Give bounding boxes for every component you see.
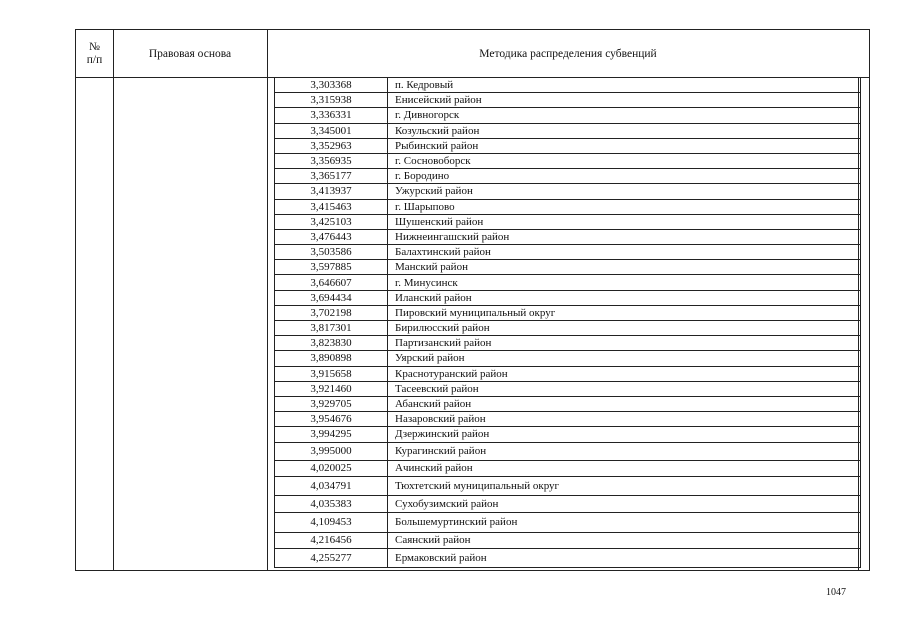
municipality-name: Ермаковский район [395, 551, 487, 564]
table-row [275, 108, 860, 123]
table-row [275, 321, 860, 336]
coefficient-value: 4,255277 [275, 549, 388, 567]
table-row [275, 306, 860, 321]
municipality-name: г. Сосновоборск [395, 155, 471, 168]
coefficient-value: 3,890898 [275, 351, 388, 365]
municipality-name: Курагинский район [395, 445, 487, 457]
coefficient-value: 3,356935 [275, 154, 388, 168]
coefficient-value: 3,336331 [275, 108, 388, 122]
table-row [275, 291, 860, 306]
coefficient-value: 3,646607 [275, 275, 388, 289]
coefficient-value: 3,413937 [275, 184, 388, 198]
coefficient-value: 4,109453 [275, 513, 388, 532]
municipality-name: Дзержинский район [395, 428, 490, 441]
municipality-name: п. Кедровый [395, 79, 454, 92]
coefficient-value: 3,929705 [275, 397, 388, 411]
municipality-name: Сухобузимский район [395, 497, 499, 510]
coefficient-value: 3,994295 [275, 427, 388, 441]
table-row [275, 154, 860, 169]
coefficient-value: 4,216456 [275, 533, 388, 548]
coefficient-value: 3,694434 [275, 291, 388, 305]
municipality-name: Большемуртинский район [395, 516, 518, 528]
table-row [275, 513, 860, 533]
table-row [275, 461, 860, 477]
coefficient-value: 3,954676 [275, 412, 388, 426]
header-number-symbol: № [89, 41, 100, 53]
municipality-name: г. Минусинск [395, 276, 458, 289]
column-divider [113, 30, 114, 570]
municipality-name: Манский район [395, 261, 468, 274]
coefficient-value: 3,415463 [275, 200, 388, 214]
coefficient-value: 4,035383 [275, 496, 388, 512]
header-number-abbrev: п/п [86, 54, 103, 66]
table-row [275, 215, 860, 230]
coefficient-value: 3,915658 [275, 367, 388, 381]
municipality-name: г. Шарыпово [395, 200, 455, 213]
municipality-name: г. Бородино [395, 170, 450, 183]
municipality-name: Нижнеингашский район [395, 230, 510, 243]
coefficient-value: 3,476443 [275, 230, 388, 244]
table-row [275, 184, 860, 199]
municipality-name: Бирилюсский район [395, 322, 490, 335]
municipality-name: Шушенский район [395, 215, 484, 228]
municipality-name: Абанский район [395, 398, 472, 411]
table-row [275, 412, 860, 427]
municipality-name: Партизанский район [395, 337, 492, 350]
coefficient-value: 3,995000 [275, 443, 388, 460]
municipality-name: Тасеевский район [395, 382, 479, 395]
table-row [275, 533, 860, 549]
municipality-name: Краснотуранский район [395, 367, 508, 380]
coefficient-value: 3,921460 [275, 382, 388, 396]
table-row [275, 397, 860, 412]
coefficient-value: 3,315938 [275, 93, 388, 107]
table-row [275, 549, 860, 568]
municipality-name: Балахтинский район [395, 246, 491, 259]
header-methodology: Методика распределения субвенций [479, 47, 657, 60]
coefficient-value: 4,020025 [275, 461, 388, 476]
table-row [275, 93, 860, 108]
coefficient-value: 3,823830 [275, 336, 388, 350]
coefficient-value: 3,702198 [275, 306, 388, 320]
table-row [275, 336, 860, 351]
municipality-name: Тюхтетский муниципальный округ [395, 479, 560, 492]
municipality-name: Назаровский район [395, 413, 486, 426]
table-row [275, 382, 860, 397]
table-row [275, 367, 860, 382]
table-row [275, 230, 860, 245]
municipality-name: Пировский муниципальный округ [395, 306, 556, 319]
table-row [275, 260, 860, 275]
table-row [275, 351, 860, 366]
municipality-name: Ужурский район [395, 185, 473, 198]
coefficient-value: 3,303368 [275, 78, 388, 92]
table-row [275, 124, 860, 139]
column-divider [267, 30, 268, 570]
coefficient-value: 4,034791 [275, 477, 388, 495]
header-legal-basis: Правовая основа [148, 47, 232, 60]
municipality-name: Уярский район [395, 352, 465, 365]
municipality-name: Енисейский район [395, 94, 482, 107]
coefficient-value: 3,597885 [275, 260, 388, 274]
municipality-name: Саянский район [395, 534, 471, 546]
table-row [275, 78, 860, 93]
table-row [275, 427, 860, 442]
table-row [275, 443, 860, 461]
coefficient-value: 3,345001 [275, 124, 388, 138]
header-number [76, 30, 113, 78]
municipality-name: Иланский район [395, 291, 472, 304]
page-number: 1047 [826, 587, 846, 598]
coefficient-value: 3,817301 [275, 321, 388, 335]
table-row [275, 245, 860, 260]
document-table [75, 29, 870, 571]
table-row [275, 200, 860, 215]
municipality-name: Козульский район [395, 124, 480, 137]
table-row [275, 496, 860, 513]
municipality-name: Рыбинский район [395, 139, 479, 152]
municipality-name: Ачинский район [395, 462, 473, 474]
table-row [275, 477, 860, 496]
coefficient-value: 3,503586 [275, 245, 388, 259]
table-row [275, 169, 860, 184]
coefficient-value: 3,352963 [275, 139, 388, 153]
coefficient-value: 3,365177 [275, 169, 388, 183]
subvention-coefficients-table [274, 77, 861, 568]
coefficient-value: 3,425103 [275, 215, 388, 229]
municipality-name: г. Дивногорск [395, 109, 460, 122]
table-row [275, 275, 860, 290]
table-row [275, 139, 860, 154]
